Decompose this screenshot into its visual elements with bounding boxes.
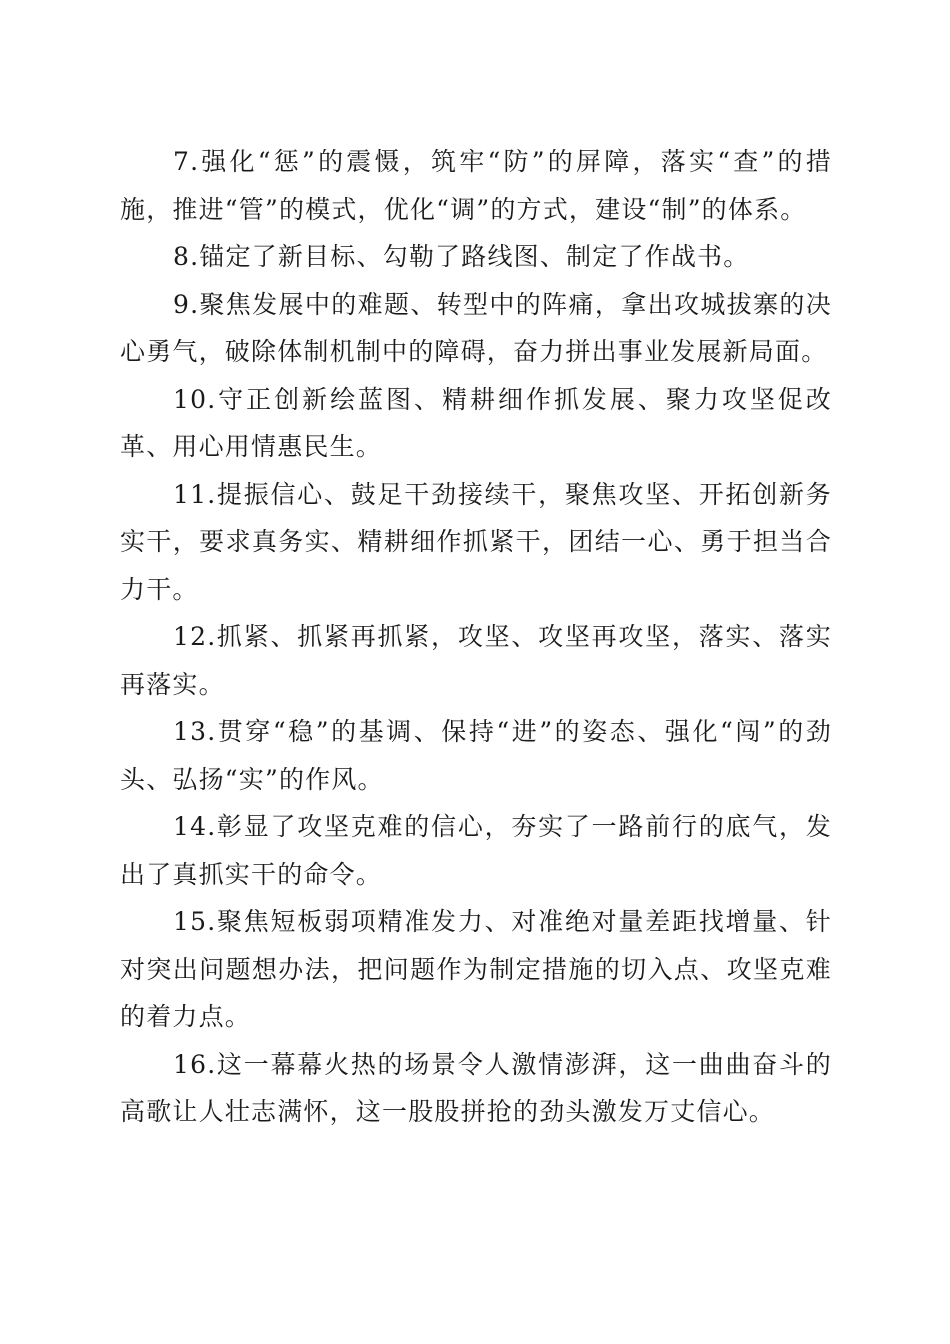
paragraph-12: 12.抓紧、抓紧再抓紧，攻坚、攻坚再攻坚，落实、落实再落实。 bbox=[120, 622, 832, 699]
paragraph-16: 16.这一幕幕火热的场景令人激情澎湃，这一曲曲奋斗的高歌让人壮志满怀，这一股股拼抢的劲头激发万丈信心。 bbox=[120, 1049, 832, 1126]
paragraph-11: 11.提振信心、鼓足干劲接续干，聚焦攻坚、开拓创新务实干，要求真务实、精耕细作抓紧干，团结一心、勇于担当合力干。 bbox=[120, 479, 832, 604]
paragraph-10: 10.守正创新绘蓝图、精耕细作抓发展、聚力攻坚促改革、用心用情惠民生。 bbox=[120, 384, 832, 461]
document-page bbox=[120, 138, 832, 1136]
paragraph-8: 8.锚定了新目标、勾勒了路线图、制定了作战书。 bbox=[173, 242, 750, 271]
paragraph-14: 14.彰显了攻坚克难的信心，夯实了一路前行的底气，发出了真抓实干的命令。 bbox=[120, 812, 832, 889]
paragraph-9: 9.聚焦发展中的难题、转型中的阵痛，拿出攻城拔寨的决心勇气，破除体制机制中的障碍，奋力拼出事业发展新局面。 bbox=[120, 289, 832, 366]
paragraph-7: 7.强化“惩”的震慑，筑牢“防”的屏障，落实“查”的措施，推进“管”的模式，优化“调”的方式，建设“制”的体系。 bbox=[120, 147, 832, 224]
paragraph-13: 13.贯穿“稳”的基调、保持“进”的姿态、强化“闯”的劲头、弘扬“实”的作风。 bbox=[120, 717, 832, 794]
paragraph-15: 15.聚焦短板弱项精准发力、对准绝对量差距找增量、针对突出问题想办法，把问题作为制定措施的切入点、攻坚克难的着力点。 bbox=[120, 907, 832, 1031]
